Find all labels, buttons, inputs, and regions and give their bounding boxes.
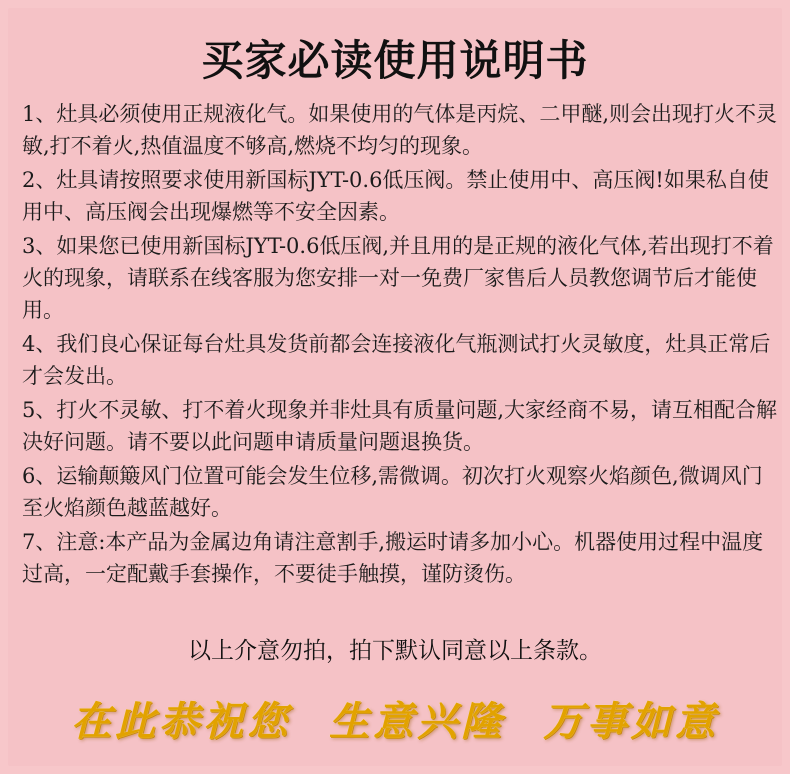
instruction-item-4: 4、我们良心保证每台灶具发货前都会连接液化气瓶测试打火灵敏度，灶具正常后才会发出。 [22,332,771,388]
blessing-part-1: 在此恭祝您 [71,698,292,745]
instruction-item-5: 5、打火不灵敏、打不着火现象并非灶具有质量问题,大家经商不易，请互相配合解决好问题。请不要以此问题申请质量问题退换货。 [22,398,778,454]
instruction-item-3: 3、如果您已使用新国标JYT-0.6低压阀,并且用的是正规的液化气体,若出现打不着火的现象，请联系在线客服为您安排一对一免费厂家售后人员教您调节后才能使用。 [22,234,774,322]
instruction-item-7: 7、注意:本产品为金属边角请注意割手,搬运时请多加小心。机器使用过程中温度过高，一定配戴手套操作，不要徒手触摸，谨防烫伤。 [22,530,764,586]
instruction-item-1: 1、灶具必须使用正规液化气。如果使用的气体是丙烷、二甲醚,则会出现打火不灵敏,打不着火,热值温度不够高,燃烧不均匀的现象。 [22,102,778,158]
instruction-item-2: 2、灶具请按照要求使用新国标JYT-0.6低压阀。禁止使用中、高压阀!如果私自使用中、高压阀会出现爆燃等不安全因素。 [22,168,769,224]
page-title: 买家必读使用说明书 [201,36,589,85]
instruction-list [22,98,782,592]
blessing-part-3: 万事如意 [542,698,719,745]
instruction-item-6: 6、运输颠簸风门位置可能会发生位移,需微调。初次打火观察火焰颜色,微调风门至火焰颜色越蓝越好。 [22,464,763,520]
blessing-banner [0,690,790,747]
terms-notice: 以上介意勿拍，拍下默认同意以上条款。 [188,638,602,664]
blessing-part-2: 生意兴隆 [329,698,505,745]
